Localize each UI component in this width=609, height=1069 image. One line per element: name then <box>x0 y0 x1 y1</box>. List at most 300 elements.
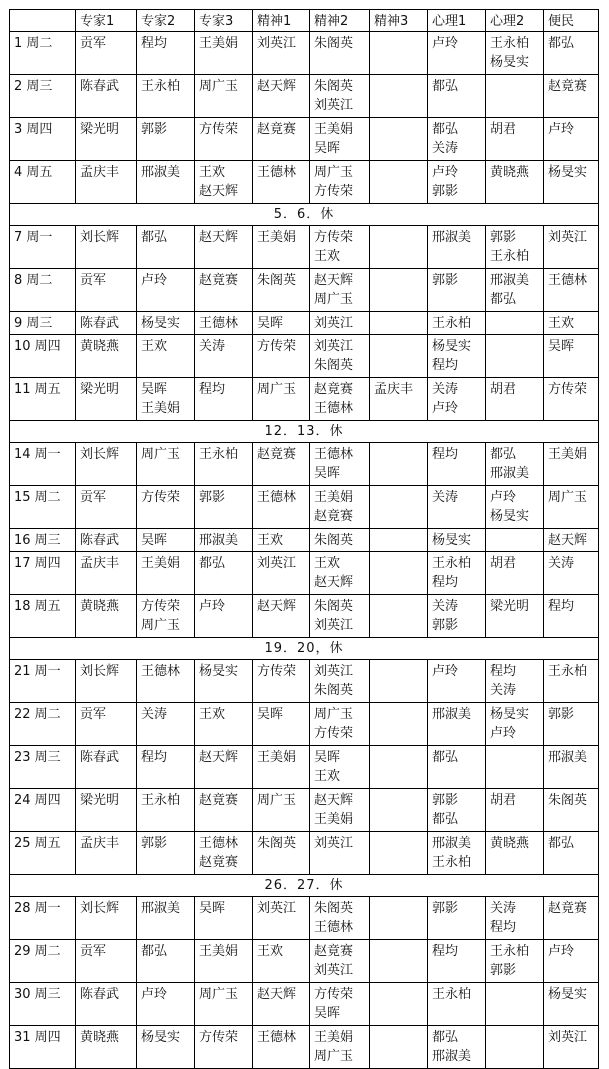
schedule-row <box>10 312 599 335</box>
duty-cell <box>370 552 428 595</box>
duty-cell <box>137 983 195 1026</box>
date-text: 18 周五 <box>14 599 61 614</box>
duty-cell <box>428 443 486 486</box>
staff-name: 杨旻实 <box>141 316 181 331</box>
staff-name: 刘长辉 <box>80 901 120 916</box>
schedule-row <box>10 897 599 940</box>
staff-name: 梁光明 <box>490 599 530 614</box>
staff-name: 邢淑美 <box>490 466 530 481</box>
duty-cell <box>370 161 428 204</box>
duty-cell <box>195 443 253 486</box>
staff-name: 杨旻实 <box>199 664 239 679</box>
staff-name: 都弘 <box>490 447 517 462</box>
staff-name: 黄晓燕 <box>490 165 530 180</box>
duty-cell <box>76 703 137 746</box>
date-text: 15 周二 <box>14 490 61 505</box>
staff-name: 郭影 <box>199 490 226 505</box>
duty-cell <box>253 443 310 486</box>
duty-cell <box>76 161 137 204</box>
staff-name: 贡军 <box>80 490 107 505</box>
duty-cell <box>310 312 370 335</box>
duty-cell <box>310 660 370 703</box>
duty-cell <box>486 789 544 832</box>
duty-cell <box>370 983 428 1026</box>
schedule-row <box>10 746 599 789</box>
schedule-row <box>10 832 599 875</box>
schedule-row <box>10 595 599 638</box>
duty-cell <box>253 335 310 378</box>
duty-cell <box>137 443 195 486</box>
staff-name: 赵天辉 <box>257 79 297 94</box>
staff-name: 王德林 <box>257 165 297 180</box>
duty-cell <box>544 552 599 595</box>
duty-cell <box>544 746 599 789</box>
duty-cell <box>195 161 253 204</box>
staff-name: 赵竟赛 <box>314 382 354 397</box>
staff-name: 赵竟赛 <box>548 901 588 916</box>
staff-name: 刘英江 <box>314 618 354 633</box>
duty-cell <box>310 897 370 940</box>
duty-cell <box>76 1026 137 1069</box>
duty-cell <box>428 660 486 703</box>
staff-name: 朱阁英 <box>314 533 354 548</box>
duty-cell <box>76 335 137 378</box>
duty-cell <box>428 595 486 638</box>
header-cell-convenience: 便民 <box>544 10 599 32</box>
date-text: 11 周五 <box>14 382 61 397</box>
staff-name: 周广玉 <box>257 382 297 397</box>
date-text: 10 周四 <box>14 339 61 354</box>
duty-cell <box>544 378 599 421</box>
duty-cell <box>310 269 370 312</box>
staff-name: 梁光明 <box>80 793 120 808</box>
duty-cell <box>195 897 253 940</box>
duty-cell <box>137 595 195 638</box>
staff-name: 赵天辉 <box>257 599 297 614</box>
duty-cell <box>310 118 370 161</box>
staff-name: 胡君 <box>490 793 517 808</box>
duty-cell <box>137 832 195 875</box>
duty-cell <box>195 75 253 118</box>
duty-cell <box>486 378 544 421</box>
duty-cell <box>76 660 137 703</box>
duty-cell <box>137 529 195 552</box>
staff-name: 杨旻实 <box>141 1030 181 1045</box>
staff-name: 关涛 <box>490 901 517 916</box>
duty-cell <box>486 226 544 269</box>
duty-cell <box>253 269 310 312</box>
holiday-separator-row <box>10 421 599 443</box>
duty-cell <box>486 269 544 312</box>
staff-name: 吴晖 <box>199 901 226 916</box>
duty-cell <box>253 940 310 983</box>
staff-name: 卢玲 <box>432 664 459 679</box>
staff-name: 都弘 <box>432 750 459 765</box>
staff-name: 赵天辉 <box>199 750 239 765</box>
staff-name: 方传荣 <box>199 1030 239 1045</box>
date-cell <box>10 118 76 161</box>
staff-name: 关涛 <box>548 556 575 571</box>
staff-name: 王欢 <box>314 249 341 264</box>
duty-cell <box>253 897 310 940</box>
staff-name: 都弘 <box>141 230 168 245</box>
staff-name: 黄晓燕 <box>490 836 530 851</box>
duty-cell <box>253 486 310 529</box>
staff-name: 王永柏 <box>141 793 181 808</box>
duty-cell <box>428 746 486 789</box>
staff-name: 方传荣 <box>548 382 588 397</box>
staff-name: 周广玉 <box>199 987 239 1002</box>
staff-name: 卢玲 <box>199 599 226 614</box>
staff-name: 孟庆丰 <box>80 836 120 851</box>
date-cell <box>10 552 76 595</box>
staff-name: 邢淑美 <box>432 1049 472 1064</box>
staff-name: 朱阁英 <box>548 793 588 808</box>
staff-name: 吴晖 <box>314 141 341 156</box>
header-row <box>10 10 599 32</box>
staff-name: 卢玲 <box>548 122 575 137</box>
header-cell-expert-3: 专家3 <box>195 10 253 32</box>
staff-name: 邢淑美 <box>199 533 239 548</box>
date-text: 23 周三 <box>14 750 61 765</box>
duty-cell <box>76 378 137 421</box>
staff-name: 都弘 <box>432 79 459 94</box>
duty-cell <box>195 746 253 789</box>
date-cell <box>10 897 76 940</box>
staff-name: 朱阁英 <box>314 358 354 373</box>
schedule-row <box>10 486 599 529</box>
schedule-row <box>10 75 599 118</box>
staff-name: 刘英江 <box>257 901 297 916</box>
duty-cell <box>370 335 428 378</box>
staff-name: 周广玉 <box>199 79 239 94</box>
date-text: 24 周四 <box>14 793 61 808</box>
date-cell <box>10 940 76 983</box>
duty-cell <box>544 832 599 875</box>
duty-cell <box>486 1026 544 1069</box>
staff-name: 王永柏 <box>141 79 181 94</box>
duty-cell <box>76 897 137 940</box>
staff-name: 胡君 <box>490 556 517 571</box>
staff-name: 邢淑美 <box>141 165 181 180</box>
duty-cell <box>544 486 599 529</box>
duty-cell <box>76 552 137 595</box>
duty-cell <box>544 595 599 638</box>
date-cell <box>10 983 76 1026</box>
duty-cell <box>428 75 486 118</box>
staff-name: 王欢 <box>314 769 341 784</box>
duty-cell <box>428 1026 486 1069</box>
duty-cell <box>76 529 137 552</box>
staff-name: 吴晖 <box>314 466 341 481</box>
staff-name: 吴晖 <box>314 750 341 765</box>
duty-cell <box>195 940 253 983</box>
staff-name: 刘英江 <box>314 664 354 679</box>
duty-cell <box>310 486 370 529</box>
staff-name: 杨旻实 <box>490 55 530 70</box>
duty-cell <box>253 529 310 552</box>
duty-cell <box>195 118 253 161</box>
duty-cell <box>428 832 486 875</box>
date-cell <box>10 269 76 312</box>
date-cell <box>10 832 76 875</box>
staff-name: 方传荣 <box>199 122 239 137</box>
duty-cell <box>253 226 310 269</box>
duty-cell <box>370 897 428 940</box>
duty-cell <box>310 832 370 875</box>
staff-name: 吴晖 <box>257 316 284 331</box>
staff-name: 王永柏 <box>432 855 472 870</box>
staff-name: 孟庆丰 <box>80 165 120 180</box>
staff-name: 王美娟 <box>141 401 181 416</box>
duty-cell <box>195 486 253 529</box>
duty-cell <box>253 595 310 638</box>
duty-cell <box>137 1026 195 1069</box>
duty-cell <box>253 118 310 161</box>
duty-cell <box>428 529 486 552</box>
duty-cell <box>195 789 253 832</box>
staff-name: 程均 <box>432 358 459 373</box>
duty-cell <box>428 897 486 940</box>
header-cell-psychiatry-2: 精神2 <box>310 10 370 32</box>
header-cell-psychiatry-3: 精神3 <box>370 10 428 32</box>
schedule-row <box>10 940 599 983</box>
date-cell <box>10 703 76 746</box>
staff-name: 程均 <box>548 599 575 614</box>
duty-cell <box>76 312 137 335</box>
staff-name: 吴晖 <box>314 1006 341 1021</box>
duty-cell <box>137 378 195 421</box>
duty-cell <box>137 897 195 940</box>
date-cell <box>10 595 76 638</box>
staff-name: 郭影 <box>490 230 517 245</box>
staff-name: 周广玉 <box>314 292 354 307</box>
schedule-row <box>10 789 599 832</box>
staff-name: 王永柏 <box>432 556 472 571</box>
staff-name: 朱阁英 <box>257 273 297 288</box>
duty-cell <box>428 486 486 529</box>
staff-name: 郭影 <box>432 793 459 808</box>
staff-name: 王永柏 <box>432 987 472 1002</box>
staff-name: 都弘 <box>490 292 517 307</box>
staff-name: 王德林 <box>257 1030 297 1045</box>
duty-cell <box>370 32 428 75</box>
staff-name: 朱阁英 <box>314 79 354 94</box>
staff-name: 王欢 <box>257 533 284 548</box>
staff-name: 赵竟赛 <box>199 793 239 808</box>
staff-name: 王欢 <box>257 944 284 959</box>
staff-name: 赵天辉 <box>548 533 588 548</box>
date-cell <box>10 746 76 789</box>
staff-name: 黄晓燕 <box>80 1030 120 1045</box>
staff-name: 贡军 <box>80 944 107 959</box>
duty-cell <box>486 832 544 875</box>
holiday-label: 19．20，休 <box>10 638 599 660</box>
staff-name: 王德林 <box>314 920 354 935</box>
schedule-row <box>10 378 599 421</box>
staff-name: 郭影 <box>490 963 517 978</box>
duty-cell <box>370 118 428 161</box>
staff-name: 周广玉 <box>314 707 354 722</box>
duty-cell <box>486 746 544 789</box>
duty-cell <box>76 595 137 638</box>
duty-cell <box>544 75 599 118</box>
staff-name: 赵竟赛 <box>548 79 588 94</box>
duty-cell <box>76 226 137 269</box>
staff-name: 吴晖 <box>257 707 284 722</box>
duty-cell <box>137 552 195 595</box>
duty-cell <box>310 552 370 595</box>
staff-name: 陈春武 <box>80 533 120 548</box>
holiday-separator-row <box>10 204 599 226</box>
staff-name: 赵竟赛 <box>314 944 354 959</box>
date-cell <box>10 789 76 832</box>
duty-cell <box>195 226 253 269</box>
duty-cell <box>137 940 195 983</box>
duty-cell <box>310 75 370 118</box>
duty-cell <box>137 32 195 75</box>
date-cell <box>10 443 76 486</box>
staff-name: 刘英江 <box>314 963 354 978</box>
staff-name: 赵天辉 <box>314 793 354 808</box>
duty-cell <box>370 529 428 552</box>
duty-cell <box>544 897 599 940</box>
duty-cell <box>544 660 599 703</box>
staff-name: 都弘 <box>548 836 575 851</box>
staff-name: 陈春武 <box>80 987 120 1002</box>
duty-cell <box>486 703 544 746</box>
staff-name: 刘英江 <box>314 339 354 354</box>
staff-name: 关涛 <box>141 707 168 722</box>
staff-name: 刘英江 <box>257 556 297 571</box>
staff-name: 邢淑美 <box>432 230 472 245</box>
date-text: 29 周二 <box>14 944 61 959</box>
staff-name: 关涛 <box>432 141 459 156</box>
staff-name: 朱阁英 <box>314 599 354 614</box>
staff-name: 程均 <box>141 750 168 765</box>
duty-cell <box>76 269 137 312</box>
date-cell <box>10 660 76 703</box>
duty-cell <box>428 703 486 746</box>
duty-cell <box>76 789 137 832</box>
staff-name: 邢淑美 <box>490 273 530 288</box>
duty-cell <box>253 832 310 875</box>
staff-name: 杨旻实 <box>490 707 530 722</box>
staff-name: 赵天辉 <box>314 273 354 288</box>
date-text: 31 周四 <box>14 1030 61 1045</box>
staff-name: 郭影 <box>141 122 168 137</box>
staff-name: 王永柏 <box>548 664 588 679</box>
duty-cell <box>310 32 370 75</box>
duty-cell <box>253 703 310 746</box>
date-cell <box>10 75 76 118</box>
date-text: 14 周一 <box>14 447 61 462</box>
duty-cell <box>370 703 428 746</box>
duty-cell <box>544 118 599 161</box>
staff-name: 孟庆丰 <box>374 382 414 397</box>
duty-cell <box>253 161 310 204</box>
duty-cell <box>76 983 137 1026</box>
staff-name: 周广玉 <box>314 1049 354 1064</box>
staff-name: 刘英江 <box>257 36 297 51</box>
duty-cell <box>137 703 195 746</box>
staff-name: 方传荣 <box>314 987 354 1002</box>
duty-cell <box>137 746 195 789</box>
duty-cell <box>544 269 599 312</box>
duty-cell <box>486 335 544 378</box>
duty-cell <box>253 75 310 118</box>
duty-cell <box>195 983 253 1026</box>
duty-cell <box>76 832 137 875</box>
staff-name: 邢淑美 <box>432 707 472 722</box>
duty-cell <box>486 486 544 529</box>
staff-name: 王欢 <box>314 556 341 571</box>
staff-name: 卢玲 <box>432 401 459 416</box>
duty-cell <box>370 832 428 875</box>
duty-cell <box>370 595 428 638</box>
date-text: 17 周四 <box>14 556 61 571</box>
duty-cell <box>370 312 428 335</box>
duty-cell <box>253 312 310 335</box>
schedule-row <box>10 118 599 161</box>
staff-name: 孟庆丰 <box>80 556 120 571</box>
staff-name: 陈春武 <box>80 316 120 331</box>
duty-cell <box>370 226 428 269</box>
duty-cell <box>195 1026 253 1069</box>
staff-name: 郭影 <box>432 618 459 633</box>
duty-cell <box>486 983 544 1026</box>
staff-name: 关涛 <box>432 382 459 397</box>
schedule-row <box>10 32 599 75</box>
schedule-row <box>10 443 599 486</box>
duty-cell <box>486 118 544 161</box>
duty-cell <box>370 378 428 421</box>
duty-cell <box>428 940 486 983</box>
duty-cell <box>544 32 599 75</box>
staff-name: 朱阁英 <box>257 836 297 851</box>
duty-cell <box>137 118 195 161</box>
duty-cell <box>486 75 544 118</box>
staff-name: 郭影 <box>141 836 168 851</box>
staff-name: 方传荣 <box>314 726 354 741</box>
staff-name: 赵天辉 <box>257 987 297 1002</box>
holiday-separator-row <box>10 638 599 660</box>
duty-cell <box>428 312 486 335</box>
schedule-row <box>10 529 599 552</box>
date-cell <box>10 32 76 75</box>
duty-cell <box>253 983 310 1026</box>
staff-name: 王美娟 <box>314 1030 354 1045</box>
duty-cell <box>310 226 370 269</box>
staff-name: 都弘 <box>432 1030 459 1045</box>
staff-name: 杨旻实 <box>548 165 588 180</box>
staff-name: 都弘 <box>141 944 168 959</box>
staff-name: 王德林 <box>141 664 181 679</box>
duty-cell <box>310 335 370 378</box>
staff-name: 赵天辉 <box>199 184 239 199</box>
date-text: 7 周一 <box>14 230 53 245</box>
duty-cell <box>76 486 137 529</box>
duty-cell <box>370 443 428 486</box>
duty-cell <box>137 312 195 335</box>
header-cell-psychology-2: 心理2 <box>486 10 544 32</box>
staff-name: 赵竟赛 <box>199 273 239 288</box>
duty-cell <box>137 660 195 703</box>
duty-cell <box>195 32 253 75</box>
staff-name: 刘长辉 <box>80 447 120 462</box>
duty-cell <box>253 1026 310 1069</box>
staff-name: 关涛 <box>490 683 517 698</box>
